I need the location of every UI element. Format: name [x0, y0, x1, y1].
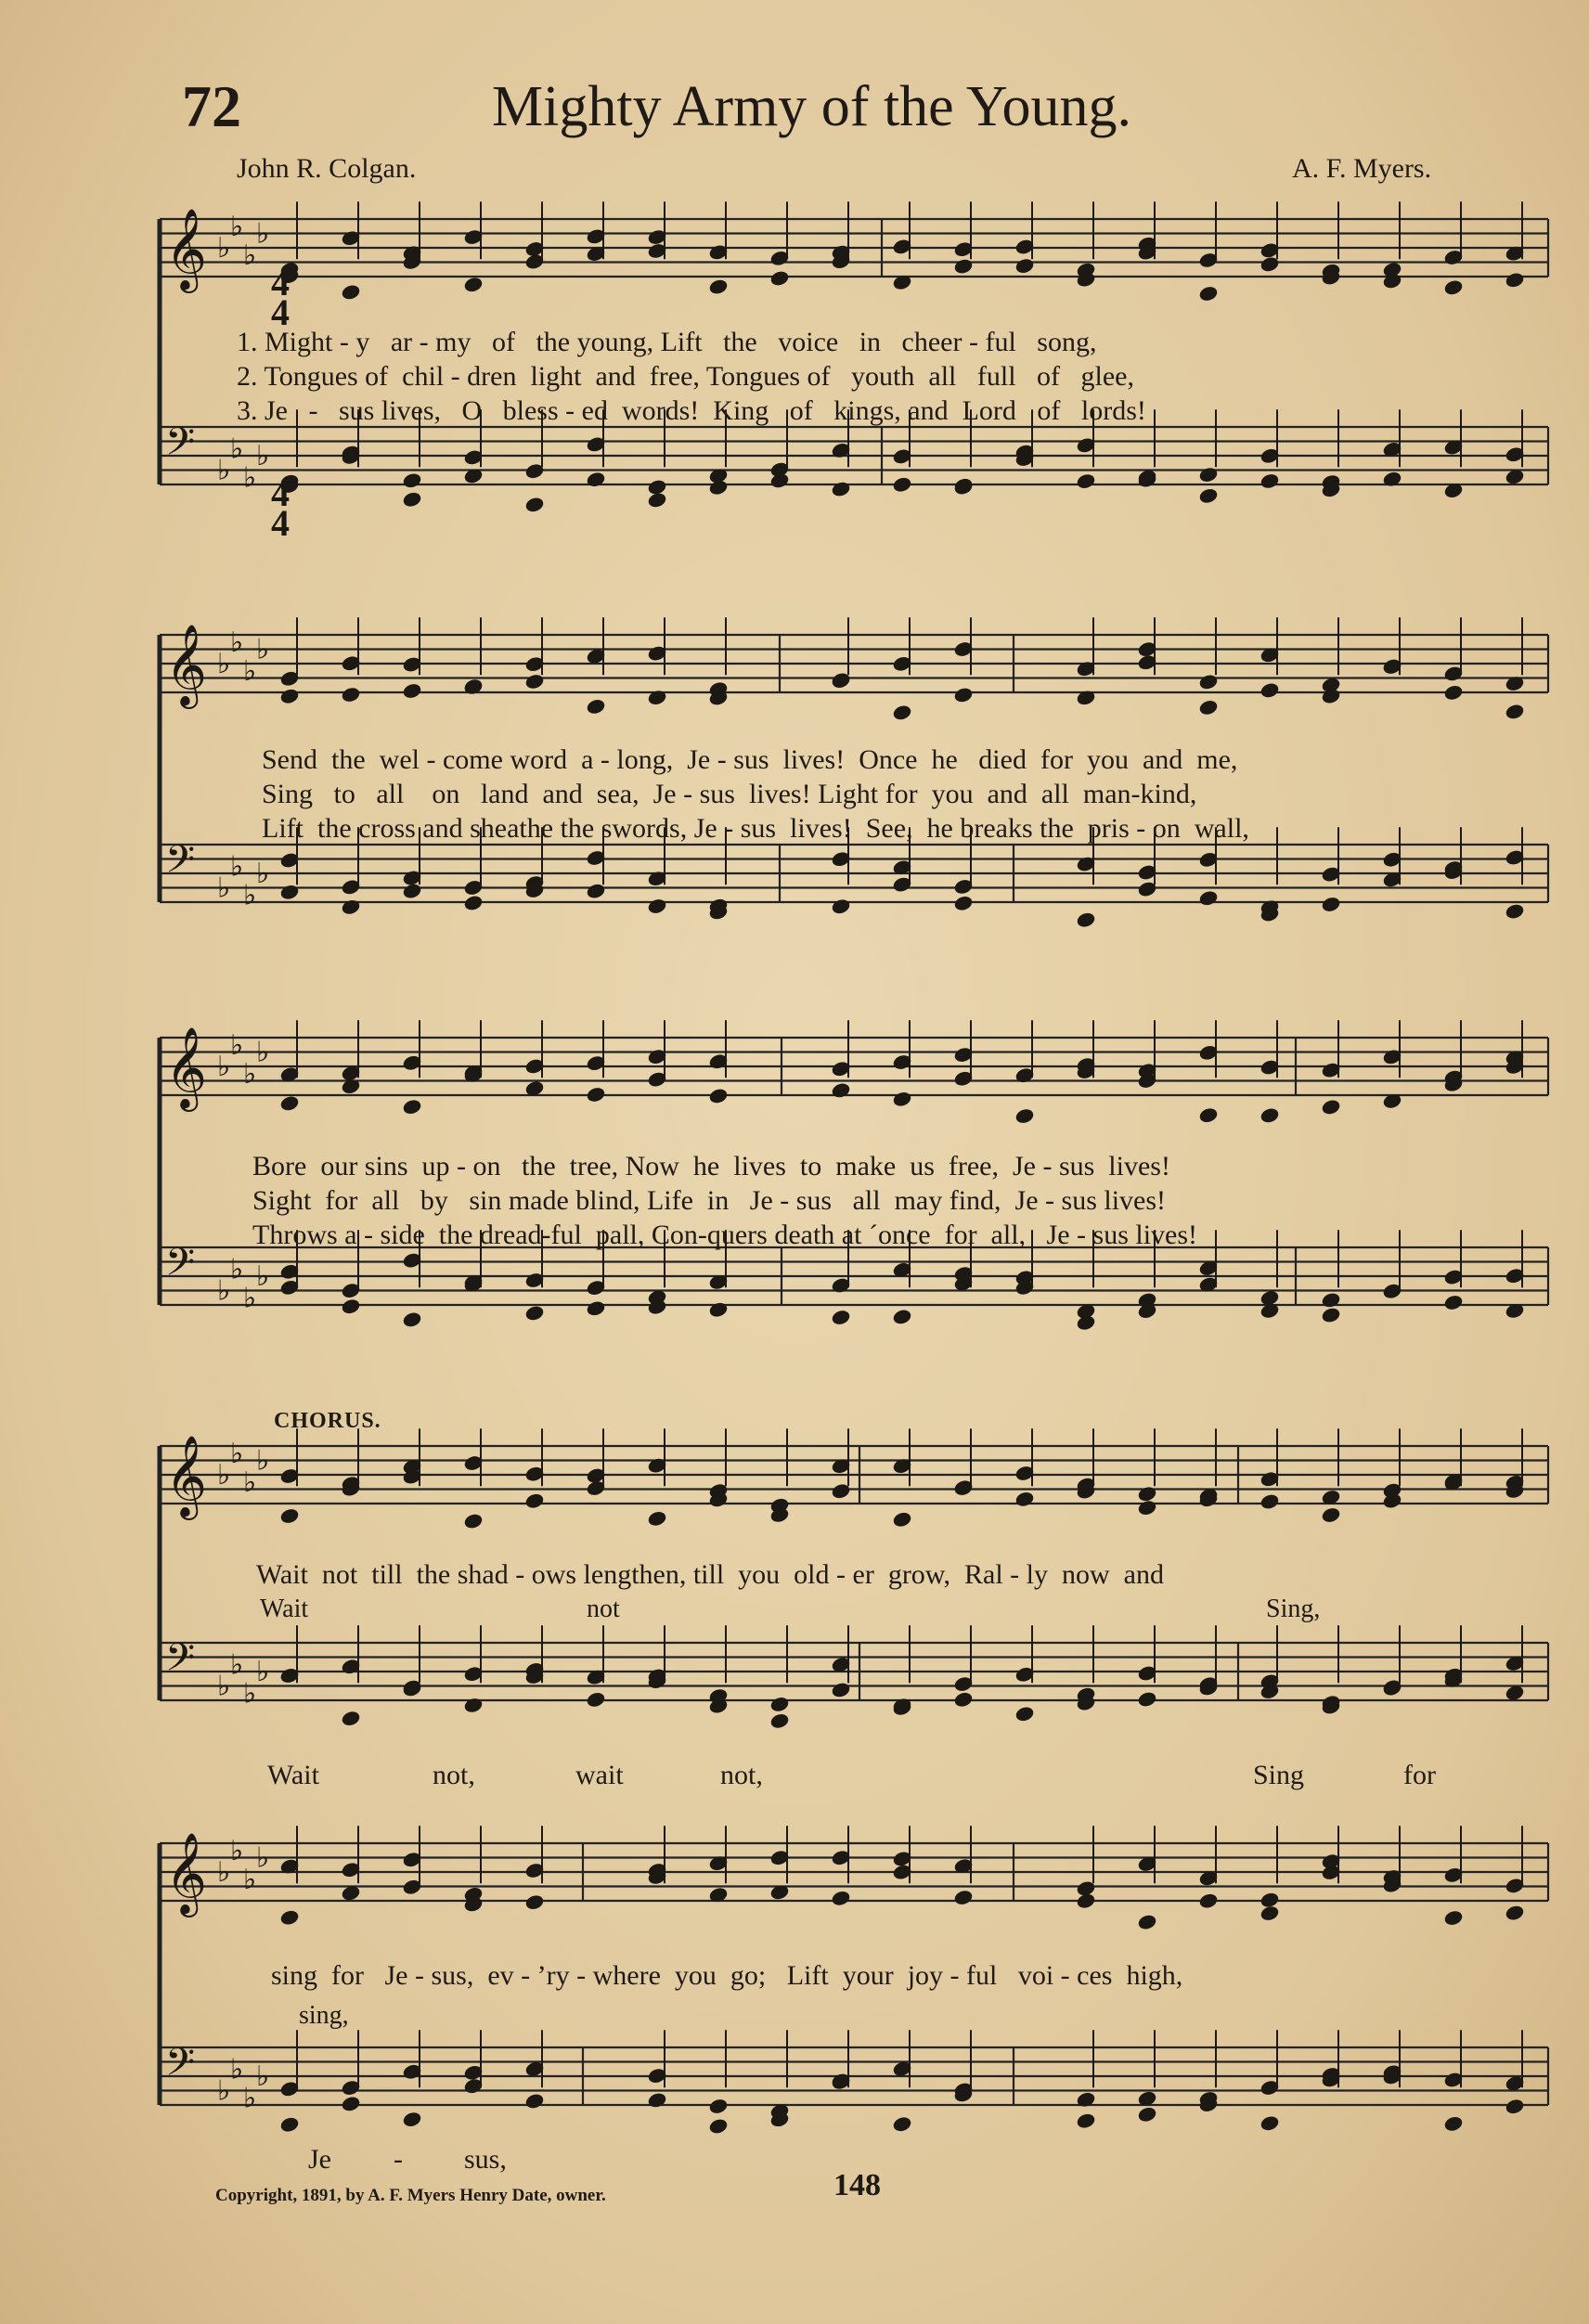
note-head: [586, 1086, 605, 1103]
flat-icon: ♭: [230, 1437, 244, 1470]
flat-icon: ♭: [217, 1670, 231, 1703]
note-head: [1014, 1491, 1034, 1507]
note-head: [1321, 1292, 1340, 1309]
note-head: [1198, 674, 1218, 691]
verse2-line3: Sight for all by sin made blind, Life in Je - sus all may find, Je - sus lives!: [252, 1185, 1167, 1216]
flat-icon: ♭: [256, 440, 270, 472]
system5-bass-lower-word: -: [394, 2144, 403, 2175]
chorus-bass-lower-word: Wait: [267, 1760, 319, 1790]
time-signature-top: 4: [271, 262, 290, 303]
note-head: [463, 277, 483, 293]
note-head: [1443, 684, 1463, 701]
note-head: [1198, 487, 1218, 504]
verse3-line1: 3. Je - sus lives, O bless - ed words! King of kings, and Lord of lords!: [237, 395, 1146, 426]
flat-icon: ♭: [256, 2060, 270, 2093]
note-head: [708, 2118, 728, 2135]
note-head: [1137, 1499, 1156, 1516]
hymn-title: Mighty Army of the Young.: [492, 75, 1131, 138]
chorus-bass-word: not: [587, 1595, 620, 1623]
note-head: [1198, 285, 1218, 302]
note-head: [1137, 1486, 1156, 1503]
note-head: [279, 2116, 299, 2133]
note-head: [1014, 1706, 1034, 1723]
chorus-bass-lower-word: not,: [433, 1760, 475, 1790]
note-head: [1505, 903, 1524, 920]
flat-icon: ♭: [230, 626, 244, 659]
note-head: [1076, 1892, 1095, 1909]
note-head: [402, 1311, 421, 1328]
note-head: [524, 1305, 544, 1322]
flat-icon: ♭: [243, 239, 257, 272]
note-head: [586, 1300, 605, 1317]
note-head: [708, 1088, 728, 1104]
flat-icon: ♭: [217, 1459, 231, 1491]
note-head: [892, 2116, 911, 2133]
treble-clef-icon: 𝄞: [165, 207, 207, 290]
flat-icon: ♭: [243, 1863, 257, 1896]
flat-icon: ♭: [243, 1677, 257, 1711]
lyricist-credit: John R. Colgan.: [237, 153, 417, 184]
flat-icon: ♭: [256, 217, 270, 251]
flat-icon: ♭: [230, 1028, 244, 1062]
note-head: [524, 1492, 544, 1509]
flat-icon: ♭: [256, 1036, 270, 1069]
flat-icon: ♭: [217, 1274, 231, 1308]
note-head: [463, 895, 483, 911]
note-head: [1443, 1909, 1463, 1926]
note-head: [1260, 1904, 1279, 1921]
note-head: [953, 895, 973, 911]
note-head: [341, 284, 360, 301]
note-head: [831, 1682, 850, 1698]
flat-icon: ♭: [230, 210, 244, 243]
note-head: [892, 476, 911, 493]
note-head: [1198, 466, 1218, 483]
flat-icon: ♭: [217, 454, 231, 487]
copyright-notice: Copyright, 1891, by A. F. Myers Henry Date, owner.: [215, 2186, 606, 2205]
bass-time-signature-bottom: 4: [271, 502, 290, 544]
flat-icon: ♭: [230, 1648, 244, 1682]
note-head: [831, 1082, 850, 1099]
note-head: [402, 2111, 421, 2127]
note-head: [1321, 1506, 1340, 1523]
note-head: [586, 471, 605, 488]
note-head: [1321, 896, 1340, 912]
note-head: [892, 1511, 911, 1528]
note-head: [1382, 273, 1402, 290]
note-head: [524, 673, 544, 690]
time-signature-bottom: 4: [271, 291, 290, 333]
note-head: [402, 491, 421, 508]
note-head: [341, 1710, 360, 1726]
flat-icon: ♭: [256, 633, 270, 666]
flat-icon: ♭: [256, 1841, 270, 1875]
flat-icon: ♭: [243, 879, 257, 912]
note-head: [1505, 2098, 1524, 2115]
flat-icon: ♭: [256, 1260, 270, 1293]
note-head: [1076, 911, 1095, 928]
note-head: [279, 1909, 299, 1926]
flat-icon: ♭: [217, 648, 231, 680]
note-head: [1076, 472, 1095, 489]
note-head: [586, 1691, 605, 1708]
note-head: [279, 1095, 299, 1112]
chorus-bass-lower-word: for: [1403, 1760, 1436, 1790]
note-head: [1505, 1685, 1524, 1701]
note-head: [1014, 1107, 1034, 1124]
note-head: [647, 2092, 666, 2109]
chorus-lyric-line1: Wait not till the shad - ows lengthen, till you old - er grow, Ral - ly now and: [256, 1559, 1164, 1590]
note-head: [953, 1691, 973, 1708]
note-head: [1198, 890, 1218, 907]
flat-icon: ♭: [217, 1856, 231, 1889]
composer-credit: A. F. Myers.: [1292, 153, 1432, 184]
note-head: [402, 1099, 421, 1116]
system5-bass-lower-word: sus,: [464, 2144, 507, 2175]
chorus-bass-word: Sing,: [1266, 1595, 1321, 1623]
verse1-line2: Send the wel - come word a - long, Je - sus lives! Once he died for you and me,: [262, 744, 1238, 775]
note-head: [769, 1712, 789, 1729]
note-head: [1137, 2106, 1156, 2123]
note-head: [402, 883, 421, 899]
chorus-label: CHORUS.: [274, 1409, 381, 1433]
bass-clef-icon: 𝄢: [165, 420, 196, 473]
note-head: [1076, 1314, 1095, 1331]
system5-bass-lower-word: Je: [308, 2144, 331, 2175]
note-head: [1260, 1493, 1279, 1510]
flat-icon: ♭: [256, 858, 270, 890]
note-head: [1321, 1307, 1340, 1323]
flat-icon: ♭: [256, 1444, 270, 1478]
chorus-lyric-line2: sing for Je - sus, ev - ’ry - where you go; Lift your joy - ful voi - ces high,: [271, 1960, 1183, 1991]
note-head: [1260, 1891, 1279, 1908]
treble-clef-icon: 𝄞: [165, 623, 207, 705]
chorus-bass-lower-word: wait: [575, 1760, 624, 1790]
note-head: [1443, 279, 1463, 296]
system5-bass-word: sing,: [299, 2001, 349, 2030]
note-head: [1198, 699, 1218, 716]
note-head: [647, 897, 666, 914]
note-head: [1076, 2112, 1095, 2129]
bass-time-signature-top: 4: [271, 472, 290, 514]
note-head: [524, 497, 544, 513]
treble-clef-icon: 𝄞: [165, 1026, 207, 1108]
note-head: [1137, 1691, 1156, 1708]
note-head: [1198, 1892, 1218, 1909]
note-head: [524, 2093, 544, 2110]
note-head: [524, 1893, 544, 1910]
note-head: [953, 1889, 973, 1905]
chorus-bass-word: Wait: [260, 1595, 309, 1623]
flat-icon: ♭: [230, 2053, 244, 2086]
flat-icon: ♭: [217, 1051, 231, 1083]
note-head: [1505, 272, 1524, 289]
note-head: [1505, 704, 1524, 720]
note-head: [463, 1513, 483, 1530]
flat-icon: ♭: [230, 850, 244, 884]
bass-clef-icon: 𝄢: [165, 1635, 196, 1689]
note-head: [1505, 1904, 1524, 1921]
note-head: [402, 472, 421, 489]
flat-icon: ♭: [243, 654, 257, 688]
flat-icon: ♭: [217, 2074, 231, 2108]
verse2-line2: Sing to all on land and sea, Je - sus lives! Light for you and all man-kind,: [262, 779, 1197, 809]
flat-icon: ♭: [243, 461, 257, 495]
flat-icon: ♭: [217, 872, 231, 905]
note-head: [892, 1309, 911, 1325]
flat-icon: ♭: [230, 433, 244, 466]
note-head: [341, 1298, 360, 1315]
note-head: [1014, 257, 1034, 274]
verse2-line1: 2. Tongues of chil - dren light and free, Tongues of youth all full of glee,: [237, 361, 1134, 392]
note-head: [647, 479, 666, 496]
note-head: [1443, 2115, 1463, 2132]
bass-clef-icon: 𝄢: [165, 2040, 196, 2094]
note-head: [1260, 2115, 1279, 2132]
chorus-bass-lower-word: Sing: [1253, 1760, 1305, 1790]
bass-clef-icon: 𝄢: [165, 1240, 196, 1294]
note-head: [647, 492, 666, 509]
note-head: [892, 1091, 911, 1107]
note-head: [1260, 472, 1279, 489]
note-head: [831, 1890, 850, 1906]
note-head: [279, 688, 299, 704]
verse3-line2: Lift the cross and sheathe the swords, Je - sus lives! See, he breaks the pris - on wall,: [262, 813, 1249, 844]
treble-clef-icon: 𝄞: [165, 1434, 207, 1517]
note-head: [831, 481, 850, 497]
hymn-number: 72: [182, 73, 241, 139]
note-head: [831, 1309, 850, 1325]
flat-icon: ♭: [243, 2082, 257, 2115]
note-head: [708, 1301, 728, 1318]
note-head: [831, 898, 850, 915]
note-head: [279, 1507, 299, 1524]
treble-clef-icon: 𝄞: [165, 1831, 207, 1914]
note-head: [341, 2096, 360, 2112]
flat-icon: ♭: [230, 1253, 244, 1286]
note-head: [586, 698, 605, 715]
flat-icon: ♭: [256, 1656, 270, 1688]
note-head: [402, 682, 421, 699]
note-head: [1260, 682, 1279, 699]
note-head: [953, 687, 973, 704]
verse3-line3: Throws a - side the dread-ful pall, Con-quers death at ´once for all, Je - sus lives!: [252, 1220, 1198, 1250]
page-number: 148: [833, 2168, 881, 2202]
note-head: [1137, 1914, 1156, 1930]
flat-icon: ♭: [230, 1834, 244, 1867]
flat-icon: ♭: [243, 1057, 257, 1091]
note-head: [769, 270, 789, 287]
verse1-line1: 1. Might - y ar - my of the young, Lift the voice in cheer - ful song,: [237, 327, 1097, 357]
flat-icon: ♭: [243, 1282, 257, 1315]
flat-icon: ♭: [243, 1465, 257, 1499]
bass-clef-icon: 𝄢: [165, 837, 196, 891]
note-head: [1260, 1107, 1279, 1124]
note-head: [647, 1510, 666, 1527]
note-head: [708, 278, 728, 295]
note-head: [341, 686, 360, 703]
flat-icon: ♭: [217, 232, 231, 265]
verse1-line3: Bore our sins up - on the tree, Now he lives to make us free, Je - sus lives!: [252, 1151, 1170, 1181]
note-head: [769, 1696, 789, 1712]
note-head: [1321, 1099, 1340, 1116]
chorus-bass-lower-word: not,: [720, 1760, 763, 1790]
note-head: [279, 884, 299, 900]
note-head: [1443, 1294, 1463, 1310]
note-head: [953, 258, 973, 275]
note-head: [1198, 1107, 1218, 1124]
note-head: [892, 704, 911, 721]
note-head: [708, 2098, 728, 2114]
note-head: [586, 883, 605, 899]
